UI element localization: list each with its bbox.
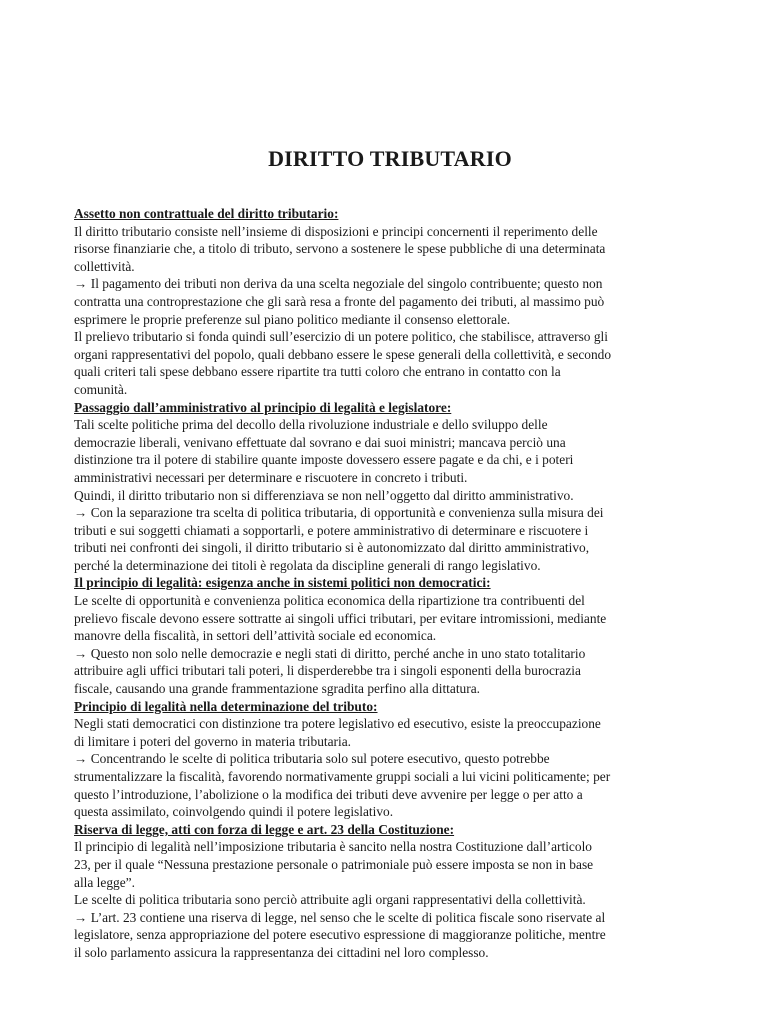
section-heading: Passaggio dall’amministrativo al principio di legalità e legislatore:	[74, 399, 452, 415]
section-heading: Principio di legalità nella determinazione del tributo:	[74, 698, 378, 714]
paragraph-line: 23, per il quale “Nessuna prestazione personale o patrimoniale può essere imposta se non in base	[74, 856, 594, 872]
paragraph-line: perché la determinazione dei titoli è regolata da discipline generali di rango legislativo.	[74, 557, 541, 573]
paragraph-line: Le scelte di politica tributaria sono perciò attribuite agli organi rappresentativi della collettività.	[74, 892, 586, 908]
section	[74, 698, 734, 821]
paragraph-line: → Con la separazione tra scelta di politica tributaria, di opportunità e convenienza sulla misura dei	[74, 505, 604, 521]
paragraph-line: democrazie liberali, venivano effettuate dal sovrano e dai suoi ministri; mancava perciò una	[74, 434, 566, 450]
document-title: DIRITTO TRIBUTARIO	[268, 146, 512, 171]
paragraph-line: Negli stati democratici con distinzione tra potere legislativo ed esecutivo, esiste la preoccupazione	[74, 716, 601, 732]
paragraph-line: tributi nei confronti dei singoli, il diritto tributario si è autonomizzato dal diritto amministrativo,	[74, 540, 590, 556]
section-heading: Riserva di legge, atti con forza di legge e art. 23 della Costituzione:	[74, 821, 455, 837]
paragraph-line: risorse finanziarie che, a titolo di tributo, servono a sostenere le spese pubbliche di una determinata	[74, 241, 606, 257]
paragraph-line: → Questo non solo nelle democrazie e negli stati di diritto, perché anche in uno stato totalitario	[74, 645, 586, 661]
paragraph-line: Tali scelte politiche prima del decollo della rivoluzione industriale e dello sviluppo delle	[74, 417, 548, 433]
paragraph-line: contratta una controprestazione che gli sarà resa a fronte del pagamento dei tributi, al massimo può	[74, 293, 605, 309]
paragraph-line: di limitare i poteri del governo in materia tributaria.	[74, 733, 352, 749]
paragraph-line: → Concentrando le scelte di politica tributaria solo sul potere esecutivo, questo potrebbe	[74, 751, 550, 767]
paragraph-line: alla legge”.	[74, 874, 135, 890]
section	[74, 574, 734, 697]
paragraph-line: attribuire agli uffici tributari tali poteri, li disperderebbe tra i singoli esponenti della burocrazia	[74, 663, 581, 679]
paragraph-line: prelievo fiscale devono essere sottratte ai singoli uffici tributari, per evitare intromissioni, mediante	[74, 610, 607, 626]
section	[74, 399, 734, 575]
paragraph-line: questo l’introduzione, l’abolizione o la modifica dei tributi deve avvenire per legge o per atto a	[74, 786, 583, 802]
paragraph-line: Quindi, il diritto tributario non si differenziava se non nell’oggetto dal diritto amministrativo.	[74, 487, 574, 503]
paragraph-line: Il prelievo tributario si fonda quindi sull’esercizio di un potere politico, che stabilisce, attraverso gli	[74, 329, 608, 345]
paragraph-line: esprimere le proprie preferenze sul piano politico mediante il consenso elettorale.	[74, 311, 511, 327]
paragraph-line: questa assimilato, coinvolgendo quindi il potere legislativo.	[74, 804, 394, 820]
section	[74, 821, 734, 962]
paragraph-line: Il diritto tributario consiste nell’insieme di disposizioni e principi concernenti il reperimento delle	[74, 223, 598, 239]
document-body	[74, 205, 734, 962]
paragraph-line: quali criteri tali spese debbano essere ripartite tra tutti coloro che entrano in contatto con la	[74, 364, 561, 380]
paragraph-line: strumentalizzare la fiscalità, favorendo normativamente gruppi sociali a lui vicini politicamente; per	[74, 769, 611, 784]
paragraph-line: organi rappresentativi del popolo, quali debbano essere le spese generali della collettività, e secondo	[74, 346, 612, 362]
section	[74, 205, 734, 399]
paragraph-line: fiscale, causando una grande frammentazione sgradita perfino alla dittatura.	[74, 681, 481, 697]
paragraph-line: legislatore, senza appropriazione del potere esecutivo espressione di maggioranze politiche, mentre	[74, 927, 606, 943]
paragraph-line: distinzione tra il potere di stabilire quante imposte dovessero essere pagate e da chi, e i poteri	[74, 452, 574, 468]
section-heading: Assetto non contrattuale del diritto tributario:	[74, 206, 339, 221]
paragraph-line: collettività.	[74, 258, 135, 274]
paragraph-line: manovre della fiscalità, in settori dell’attività sociale ed economica.	[74, 628, 437, 644]
paragraph-line: Le scelte di opportunità e convenienza politica economica della ripartizione tra contribuenti del	[74, 593, 585, 609]
paragraph-line: tributi e sui soggetti chiamati a sopportarli, e potere amministrativo di determinare e riscuotere i	[74, 522, 589, 538]
paragraph-line: Il principio di legalità nell’imposizione tributaria è sancito nella nostra Costituzione dall’articolo	[74, 839, 592, 855]
paragraph-line: amministrativi necessari per determinare e riscuotere in concreto i tributi.	[74, 469, 468, 485]
paragraph-line: → Il pagamento dei tributi non deriva da una scelta negoziale del singolo contribuente; questo non	[74, 276, 603, 292]
section-heading: Il principio di legalità: esigenza anche in sistemi politici non democratici:	[74, 575, 491, 591]
paragraph-line: comunità.	[74, 381, 128, 397]
paragraph-line: il solo parlamento assicura la rappresentanza dei cittadini nel loro complesso.	[74, 944, 489, 960]
paragraph-line: → L’art. 23 contiene una riserva di legge, nel senso che le scelte di politica fiscale sono riservate al	[74, 909, 606, 925]
